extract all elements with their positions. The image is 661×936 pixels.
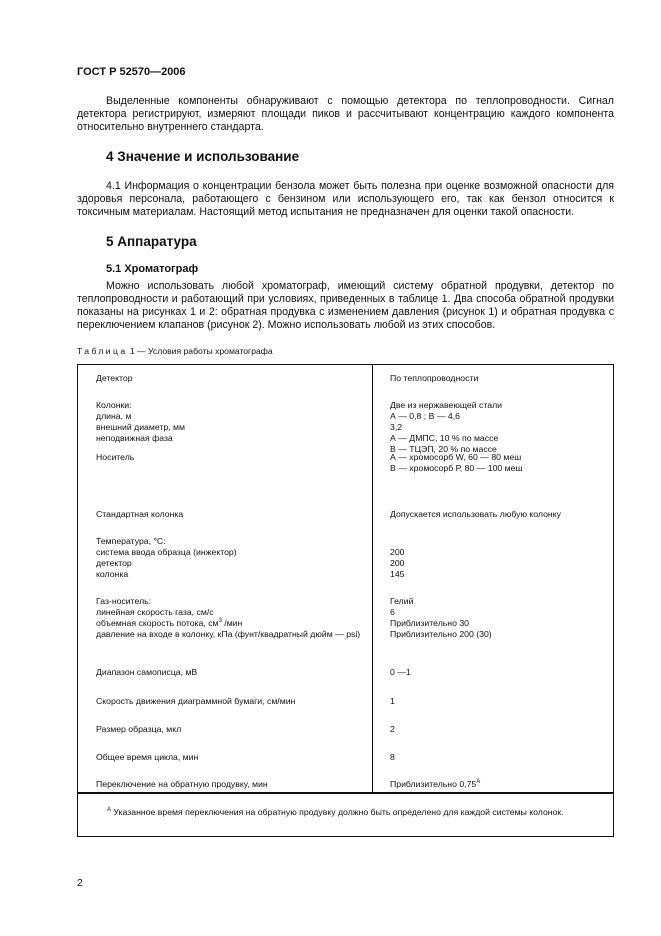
table-row-label: Скорость движения диаграммной бумаги, см/мин bbox=[96, 696, 296, 706]
subsection-5-1-heading: 5.1 Хроматограф bbox=[106, 263, 199, 275]
value-line: В — ТЦЭП, 20 % по массе bbox=[390, 444, 497, 454]
label-line: длина, м bbox=[96, 411, 132, 421]
table-row-value bbox=[390, 452, 522, 474]
table-row-value: По теплопроводности bbox=[390, 373, 479, 383]
label-line: неподвижная фаза bbox=[96, 433, 173, 443]
value-line: 145 bbox=[390, 569, 405, 579]
table-footnote bbox=[85, 805, 605, 819]
table-row-value bbox=[390, 547, 405, 580]
table-row-label: Общее время цикла, мин bbox=[96, 752, 199, 762]
label-line: Температура, °С: bbox=[96, 536, 166, 546]
paragraph-4-1: 4.1 Информация о концентрации бензола может быть полезна при оценке возможной опасности для здоровья персонала, работающего с бензином или использующего его, так как бензол относится к токсичным материалам. Настоящий метод испытания не предназначен для оценки такой опасности. bbox=[77, 180, 614, 218]
value-line: Приблизительно 200 (30) bbox=[390, 629, 492, 639]
label-line: Колонки: bbox=[96, 400, 132, 410]
value-line: В — хромосорб Р, 80 — 100 меш bbox=[390, 463, 523, 473]
table-row-value: 0 —1 bbox=[390, 667, 411, 677]
table-row-value: 1 bbox=[390, 696, 395, 706]
label-line: детектор bbox=[96, 558, 132, 568]
value-line: А — хромосорб W, 60 — 80 меш bbox=[390, 452, 522, 462]
value-line: Приблизительно 30 bbox=[390, 618, 469, 628]
value-line: Две из нержавеющей стали bbox=[390, 400, 502, 410]
value-line: 6 bbox=[390, 607, 395, 617]
value-line: А — 0,8 ; В — 4,6 bbox=[390, 411, 461, 421]
table-row-label: Размер образца, мкл bbox=[96, 724, 182, 734]
value-line: 3,2 bbox=[390, 422, 403, 432]
table-row-label: Стандартная колонка bbox=[96, 509, 184, 519]
table-row-value: Допускается использовать любую колонку bbox=[390, 509, 561, 519]
section-4-heading: 4 Значение и использование bbox=[106, 149, 300, 164]
label-line: внешний диаметр, мм bbox=[96, 422, 185, 432]
footnote-ref: А bbox=[476, 779, 481, 785]
label-text: давление на входе в колонку, кПа (фунт/квадратный дюйм — psi) bbox=[96, 629, 361, 639]
value-line: 200 bbox=[390, 558, 405, 568]
intro-paragraph: Выделенные компоненты обнаруживают с помощью детектора по теплопроводности. Сигнал детектора регистрируют, измеряют площади пиков и рассчитывают концентрацию каждого компонента относительно внутреннего стандарта. bbox=[77, 95, 614, 133]
table-caption bbox=[77, 346, 273, 356]
page-number: 2 bbox=[77, 877, 83, 889]
table-row-label: Детектор bbox=[96, 373, 133, 383]
table-row-label: Переключение на обратную продувку, мин bbox=[96, 779, 268, 789]
table-row-value bbox=[390, 400, 502, 455]
label-line: линейная скорость газа, см/с bbox=[96, 607, 214, 617]
label-line bbox=[96, 618, 364, 629]
caption-word: Таблица bbox=[77, 346, 128, 356]
paragraph-5-1: Можно использовать любой хроматограф, имеющий систему обратной продувки, детектор по теплопроводности и работающий при условиях, приведенных в таблице 1. Два способа обратной продувки показаны на рисунках 1 и 2: обратная продувка с изменением давления (рисунок 1) и обратная продувка с переключением клапанов (рисунок 2). Можно использовать любой из этих способов. bbox=[77, 280, 614, 331]
value-line: 200 bbox=[390, 547, 405, 557]
value-text: Приблизительно 0,75 bbox=[390, 779, 477, 789]
table-row-value bbox=[390, 596, 492, 640]
table-row-label bbox=[96, 400, 185, 444]
footnote-mark: А bbox=[107, 807, 112, 813]
table-row-label: Диапазон самописца, мВ bbox=[96, 667, 198, 677]
label-line: колонка bbox=[96, 569, 129, 579]
table-row-value: 8 bbox=[390, 752, 395, 762]
label-line bbox=[96, 629, 364, 640]
table-row-value bbox=[390, 779, 480, 790]
value-line: А — ДМПС, 10 % по массе bbox=[390, 433, 499, 443]
label-text: объемная скорость потока, см bbox=[96, 618, 219, 628]
document-header: ГОСТ Р 52570—2006 bbox=[77, 66, 186, 78]
superscript: 3 bbox=[218, 618, 222, 624]
table-row-label: Носитель bbox=[96, 452, 135, 462]
footnote-divider bbox=[77, 792, 614, 794]
caption-title: 1 — Условия работы хроматографа bbox=[127, 346, 273, 356]
value-line: Гелий bbox=[390, 596, 414, 606]
label-line: система ввода образца (инжектор) bbox=[96, 547, 237, 557]
label-text: /мин bbox=[221, 618, 243, 628]
label-line: Газ-носитель: bbox=[96, 596, 152, 606]
footnote-text: Указанное время переключения на обратную продувку должно быть определено для каждой системы колонок. bbox=[111, 807, 564, 817]
column-divider bbox=[372, 364, 373, 792]
table-row-label bbox=[96, 536, 237, 580]
table-row-value: 2 bbox=[390, 724, 395, 734]
table-row-label bbox=[96, 596, 364, 640]
section-5-heading: 5 Аппаратура bbox=[106, 234, 197, 249]
